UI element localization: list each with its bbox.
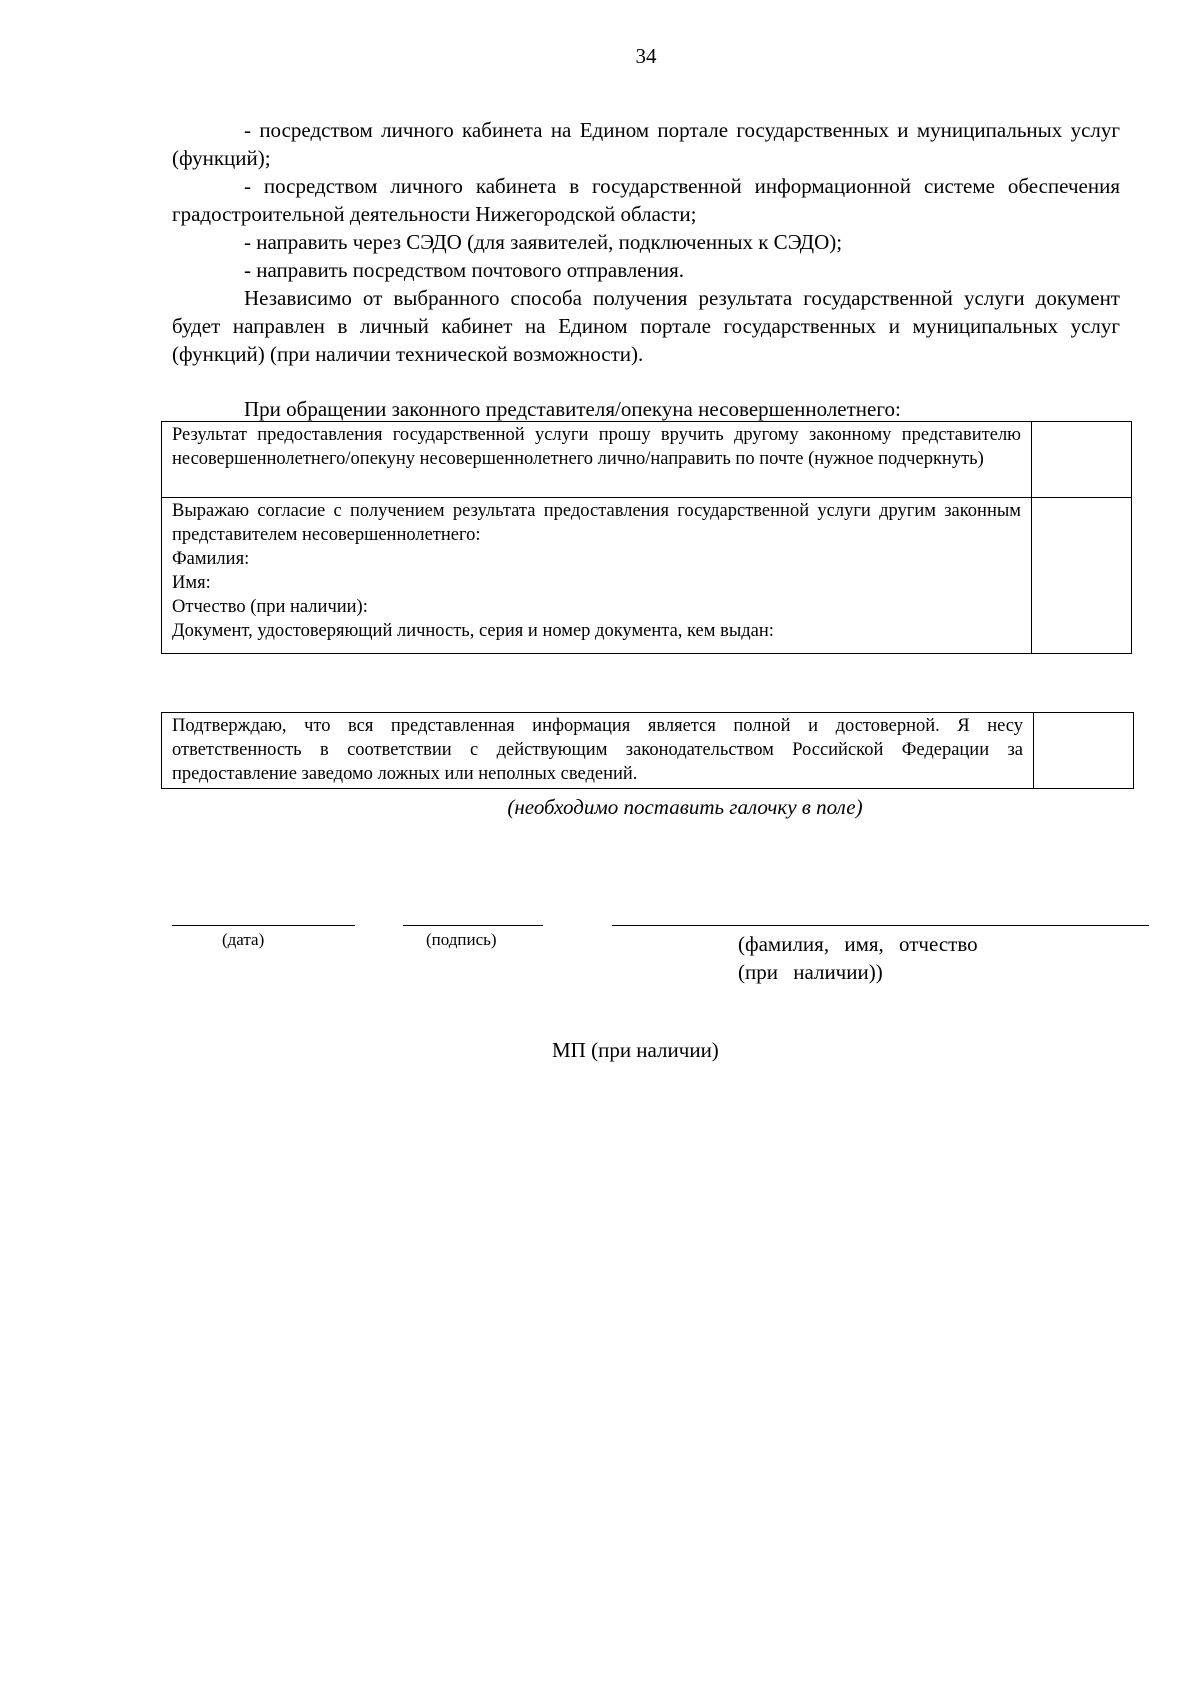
- date-line[interactable]: [172, 925, 355, 926]
- checkbox-note: (необходимо поставить галочку в поле): [507, 795, 863, 819]
- consent-text: Выражаю согласие с получением результата предоставления государственной услуги другим законным представителем несовершеннолетнего:: [172, 501, 1021, 545]
- guardian-consent-cell: [162, 498, 1032, 654]
- confirmation-table: [161, 712, 1134, 789]
- patronymic-label: Отчество (при наличии):: [172, 597, 368, 617]
- guardian-delivery-checkbox[interactable]: [1032, 422, 1132, 498]
- stamp-label: МП (при наличии): [552, 1038, 719, 1062]
- date-label: (дата): [222, 930, 265, 949]
- independence-note: Независимо от выбранного способа получения результата государственной услуги документ будет направлен в личный кабинет на Едином портале государственных и муниципальных услуг (функций) (при наличии технической возможности).: [172, 286, 1120, 366]
- guardian-table: [161, 421, 1132, 654]
- option-epgu: - посредством личного кабинета на Едином портале государственных и муниципальных услуг (функций);: [172, 118, 1120, 170]
- signature-label: (подпись): [426, 930, 497, 949]
- guardian-row-delivery: [162, 422, 1132, 498]
- guardian-consent-checkbox[interactable]: [1032, 498, 1132, 654]
- name-label: [738, 930, 1028, 986]
- confirmation-row: [162, 713, 1134, 789]
- surname-label: Фамилия:: [172, 549, 250, 569]
- page-number: 34: [635, 44, 657, 68]
- signature-line[interactable]: [403, 925, 543, 926]
- confirmation-text: Подтверждаю, что вся представленная информация является полной и достоверной. Я несу ответственность в соответствии с действующим законодательством Российской Федерации за предоставление заведомо ложных или неполных сведений.: [162, 713, 1034, 789]
- first-name-label: Имя:: [172, 573, 211, 593]
- guardian-row-consent: [162, 498, 1132, 654]
- option-gisogd: - посредством личного кабинета в государственной информационной системе обеспечения градостроительной деятельности Нижегородской области;: [172, 174, 1120, 226]
- guardian-heading: При обращении законного представителя/опекуна несовершеннолетнего:: [244, 397, 901, 421]
- id-document-label: Документ, удостоверяющий личность, серия и номер документа, кем выдан:: [172, 621, 774, 641]
- name-label-line2: (при наличии)): [738, 960, 883, 984]
- option-sedo: - направить через СЭДО (для заявителей, подключенных к СЭДО);: [244, 230, 843, 254]
- guardian-delivery-text: Результат предоставления государственной услуги прошу вручить другому законному представителю несовершеннолетнего/опекуну несовершеннолетнего лично/направить по почте (нужное подчеркнуть): [162, 422, 1032, 498]
- name-label-line1: (фамилия, имя, отчество: [738, 932, 978, 956]
- option-post: - направить посредством почтового отправления.: [244, 258, 685, 282]
- name-line[interactable]: [612, 925, 1149, 926]
- confirmation-checkbox[interactable]: [1034, 713, 1134, 789]
